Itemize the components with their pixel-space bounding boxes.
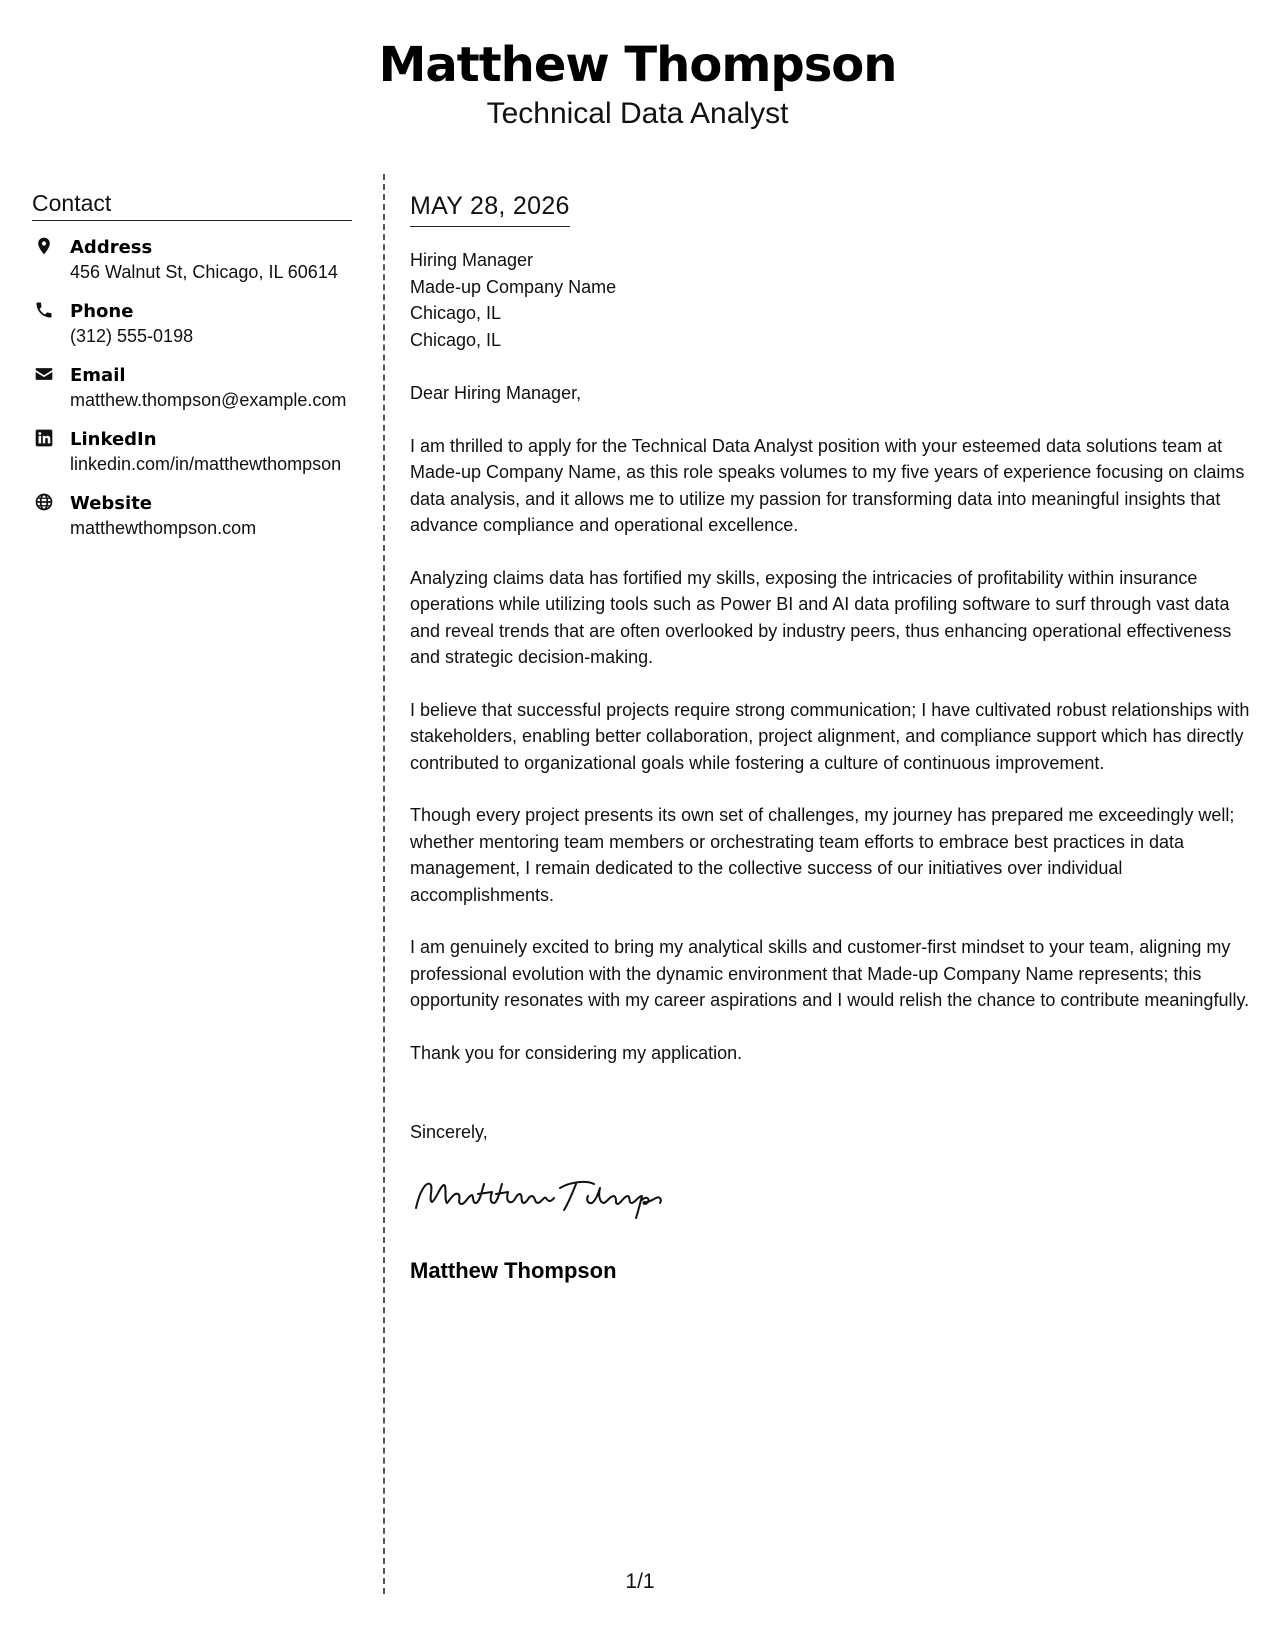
body-paragraph: I am genuinely excited to bring my analytical skills and customer-first mindset to your team, aligning my professional evolution with the dynamic environment that Made-up Company Name represents; this opportunity resonates with my career aspirations and I would relish the chance to contribute meaningfully. xyxy=(410,937,1250,1010)
recipient-line: Hiring Manager xyxy=(410,250,534,270)
closing: Sincerely, xyxy=(410,1122,488,1142)
contact-label: Email xyxy=(70,365,126,386)
recipient-line: Made-up Company Name xyxy=(410,276,617,297)
job-title: Technical Data Analyst xyxy=(486,97,789,130)
contact-item-website xyxy=(32,491,352,541)
letter-date: MAY 28, 2026 xyxy=(410,190,570,227)
contact-heading: Contact xyxy=(32,188,352,221)
body-paragraph: I believe that successful projects require strong communication; I have cultivated robust relationships with stakeholders, enabling better collaboration, project alignment, and compliance support which has directly contributed to organizational goals while fostering a culture of continuous improvement. xyxy=(410,699,1250,773)
linkedin-value: linkedin.com/in/matthewthompson xyxy=(70,454,342,474)
contact-sidebar xyxy=(32,188,352,555)
body-paragraph: I am thrilled to apply for the Technical Data Analyst position with your esteemed data solutions team at Made-up Company Name, as this role speaks volumes to my five years of experience focusing on claims data analysis, and it allows me to utilize my passion for transforming data into meaningful insights that advance compliance and operational excellence. xyxy=(410,435,1245,535)
contact-label: Phone xyxy=(70,301,134,322)
contact-list xyxy=(32,235,352,541)
body-paragraph: Thank you for considering my application. xyxy=(410,1042,743,1063)
contact-label: Address xyxy=(70,237,153,258)
contact-item-phone xyxy=(32,299,352,349)
linkedin-icon xyxy=(32,427,70,477)
recipient-block xyxy=(410,247,1252,353)
recipient-line: Chicago, IL xyxy=(410,303,502,323)
page-number: 1/1 xyxy=(625,1570,655,1593)
phone-icon xyxy=(32,299,70,349)
column-divider xyxy=(383,174,385,1594)
cover-letter xyxy=(410,190,1252,1285)
contact-item-email xyxy=(32,363,352,413)
envelope-icon xyxy=(32,363,70,413)
salutation: Dear Hiring Manager, xyxy=(410,383,582,403)
address-value: 456 Walnut St, Chicago, IL 60614 xyxy=(70,262,338,282)
applicant-name: Matthew Thompson xyxy=(378,37,897,93)
body-paragraph: Though every project presents its own set of challenges, my journey has prepared me exceedingly well; whether mentoring team members or orchestrating team efforts to embrace best practices in data management, I remain dedicated to the collective success of our initiatives over individual accomplishments. xyxy=(410,805,1235,905)
phone-value: (312) 555-0198 xyxy=(70,326,194,346)
contact-item-linkedin xyxy=(32,427,352,477)
website-value: matthewthompson.com xyxy=(70,518,257,538)
contact-item-address xyxy=(32,235,352,285)
body-paragraph: Analyzing claims data has fortified my skills, exposing the intricacies of profitability within insurance operations while utilizing tools such as Power BI and AI data profiling software to surf through vast data and reveal trends that are often overlooked by industry peers, thus enhancing operational effectiveness and strategic decision-making. xyxy=(410,567,1232,667)
recipient-line: Chicago, IL xyxy=(410,329,502,350)
globe-icon xyxy=(32,491,70,541)
contact-label: Website xyxy=(70,493,153,514)
resume-header xyxy=(0,36,1275,132)
email-value: matthew.thompson@example.com xyxy=(70,390,347,410)
contact-label: LinkedIn xyxy=(70,429,157,450)
map-pin-icon xyxy=(32,235,70,285)
signature-image xyxy=(410,1170,670,1222)
signer-name: Matthew Thompson xyxy=(410,1258,617,1283)
